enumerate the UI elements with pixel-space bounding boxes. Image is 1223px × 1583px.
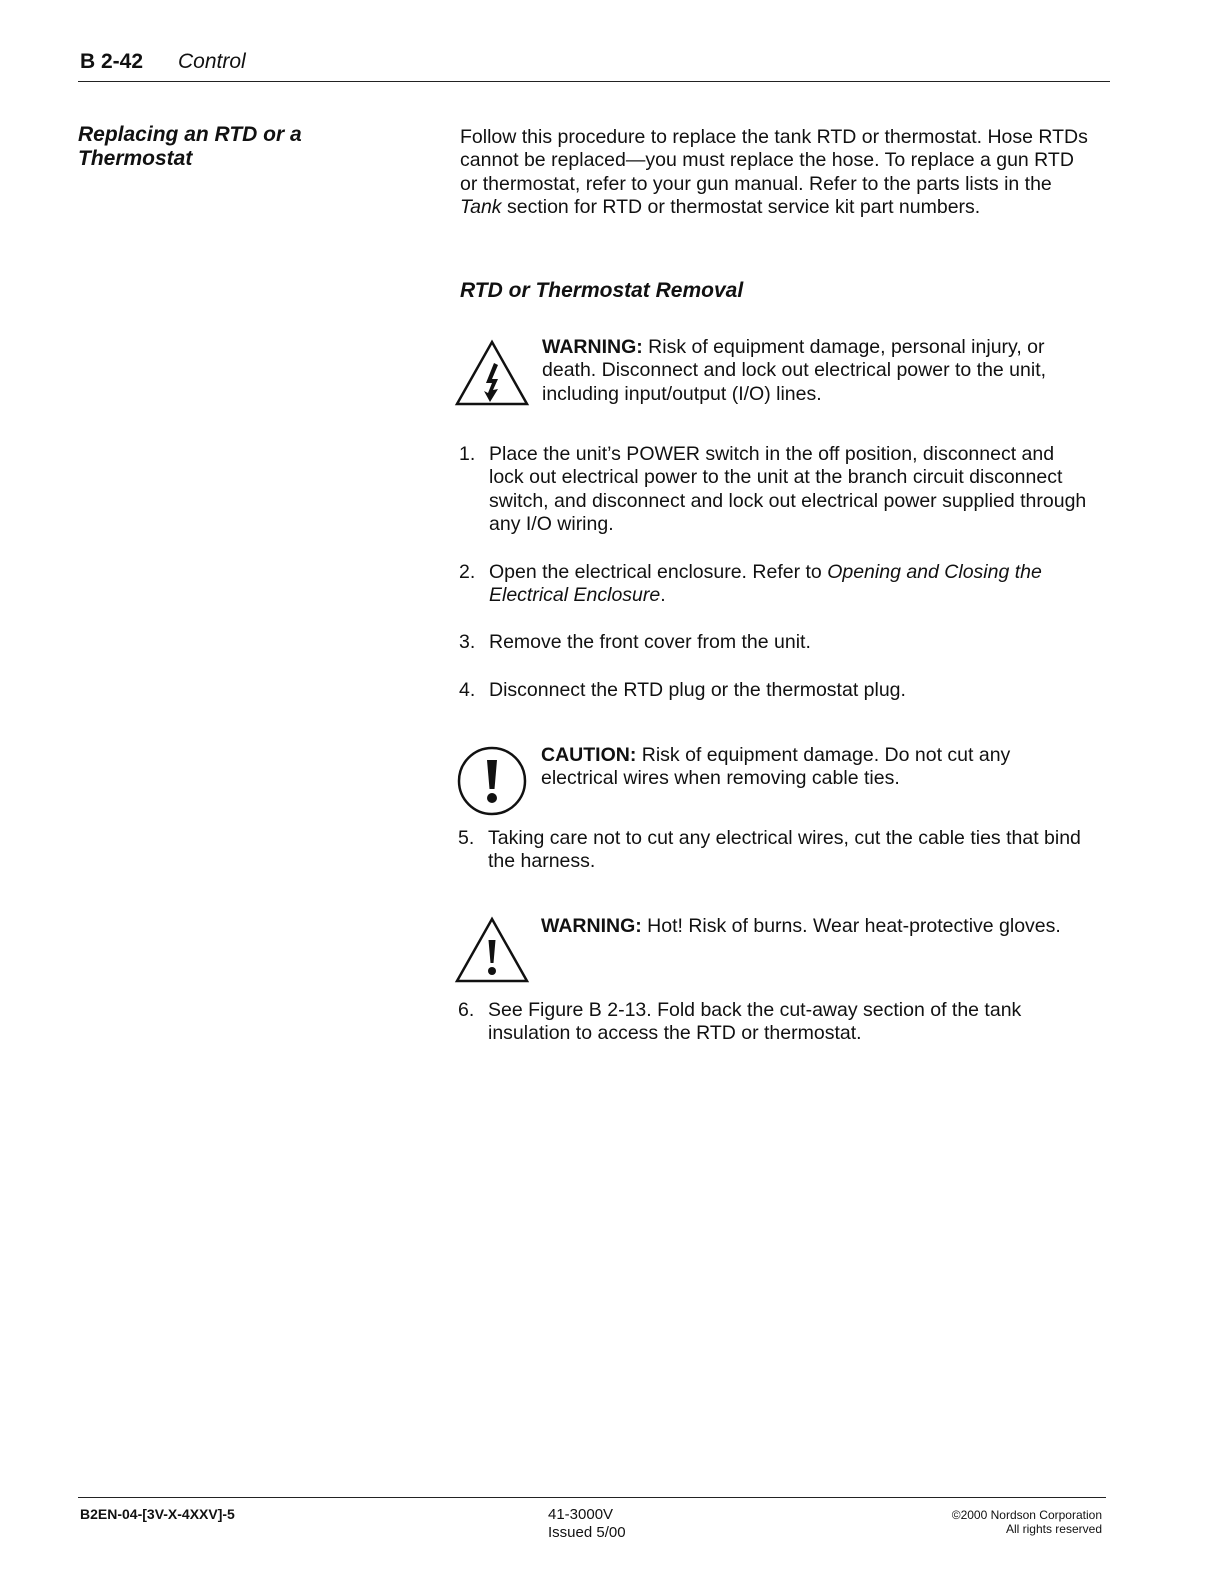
rights-reserved: All rights reserved bbox=[1005, 1522, 1102, 1536]
warning-text: Hot! Risk of burns. Wear heat-protective gloves. bbox=[641, 915, 1061, 937]
step-number: 4. bbox=[459, 679, 476, 701]
warning-line: including input/output (I/O) lines. bbox=[542, 382, 822, 405]
warning-line bbox=[541, 915, 1061, 938]
hot-surface-warning-icon bbox=[454, 916, 530, 984]
step-line bbox=[489, 584, 1042, 607]
document-code: B2EN-04-[3V-X-4XXV]-5 bbox=[80, 1506, 235, 1522]
warning-text: Risk of equipment damage, personal injury, or bbox=[642, 336, 1045, 358]
intro-line: Follow this procedure to replace the tank RTD or thermostat. Hose RTDs bbox=[460, 126, 1088, 148]
warning-label: WARNING: bbox=[541, 915, 642, 937]
step-number: 5. bbox=[458, 827, 475, 849]
procedure-heading bbox=[78, 123, 408, 171]
step-number: 2. bbox=[459, 561, 476, 583]
intro-paragraph bbox=[460, 126, 1120, 219]
procedure-heading-line: Thermostat bbox=[78, 147, 193, 170]
footer-rule bbox=[78, 1497, 1106, 1498]
intro-line: or thermostat, refer to your gun manual. Refer to the parts lists in the bbox=[460, 172, 1052, 195]
step-text: Open the electrical enclosure. Refer to bbox=[489, 561, 828, 583]
step-number: 3. bbox=[459, 631, 476, 653]
step-line bbox=[489, 561, 1042, 584]
step-text-end: . bbox=[660, 584, 666, 607]
part-number: 41-3000V bbox=[548, 1506, 614, 1523]
procedure-heading-line: Replacing an RTD or a bbox=[78, 123, 302, 146]
page-number: B 2-42 bbox=[80, 50, 144, 73]
electrical-hazard-icon bbox=[454, 339, 530, 407]
header-rule bbox=[78, 81, 1110, 82]
section-title: Control bbox=[178, 50, 246, 73]
caution-line bbox=[541, 744, 1010, 767]
warning-electrical bbox=[542, 336, 1046, 406]
warning-hot bbox=[541, 915, 1061, 938]
part-number-block bbox=[548, 1506, 626, 1542]
copyright-block bbox=[880, 1508, 1102, 1536]
intro-line bbox=[460, 196, 1120, 219]
step-line: lock out electrical power to the unit at the branch circuit disconnect bbox=[489, 466, 1063, 489]
step-line: Place the unit’s POWER switch in the off position, disconnect and bbox=[489, 443, 1055, 465]
caution-line: electrical wires when removing cable ties. bbox=[541, 767, 900, 790]
issue-date: Issued 5/00 bbox=[548, 1524, 626, 1541]
intro-line-rest: section for RTD or thermostat service kit part numbers. bbox=[501, 195, 981, 218]
warning-label: WARNING: bbox=[542, 336, 643, 358]
tank-section-ref: Tank bbox=[460, 195, 502, 218]
enclosure-ref: Electrical Enclosure bbox=[489, 584, 661, 607]
step-line: Taking care not to cut any electrical wires, cut the cable ties that bind bbox=[488, 827, 1081, 849]
warning-line bbox=[542, 336, 1046, 359]
caution-notice bbox=[541, 744, 1010, 791]
step-line: Disconnect the RTD plug or the thermostat plug. bbox=[489, 679, 906, 701]
caution-text: Risk of equipment damage. Do not cut any bbox=[636, 744, 1011, 766]
enclosure-ref: Opening and Closing the bbox=[827, 561, 1042, 583]
step-line: insulation to access the RTD or thermostat. bbox=[488, 1022, 862, 1045]
intro-line: cannot be replaced—you must replace the hose. To replace a gun RTD bbox=[460, 149, 1074, 172]
caution-icon bbox=[456, 745, 528, 817]
step-number: 1. bbox=[459, 443, 476, 465]
subheading: RTD or Thermostat Removal bbox=[460, 279, 744, 302]
step-line: Remove the front cover from the unit. bbox=[489, 631, 811, 653]
warning-line: death. Disconnect and lock out electrical power to the unit, bbox=[542, 359, 1047, 382]
caution-label: CAUTION: bbox=[541, 744, 637, 766]
step-line: See Figure B 2-13. Fold back the cut-away section of the tank bbox=[488, 999, 1022, 1021]
step-line: any I/O wiring. bbox=[489, 512, 614, 535]
step-number: 6. bbox=[458, 999, 475, 1021]
copyright: ©2000 Nordson Corporation bbox=[951, 1508, 1102, 1522]
step-line: the harness. bbox=[488, 850, 596, 873]
step-line: switch, and disconnect and lock out electrical power supplied through bbox=[489, 489, 1087, 512]
